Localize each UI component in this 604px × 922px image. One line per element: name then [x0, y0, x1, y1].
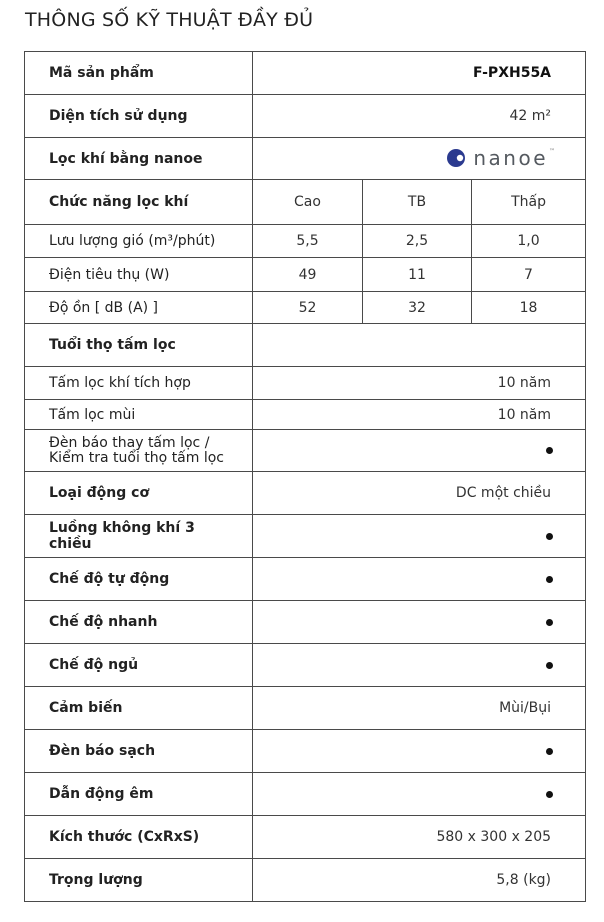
value-dimensions: 580 x 300 x 205 — [253, 816, 586, 859]
col-high: Cao — [253, 180, 363, 225]
label-quiet-drive: Dẫn động êm — [25, 773, 253, 816]
noise-medium: 32 — [363, 292, 472, 324]
label-sensor: Cảm biến — [25, 687, 253, 730]
label-model: Mã sản phẩm — [25, 52, 253, 95]
bullet-icon — [546, 662, 553, 669]
row-filter-indicator — [25, 430, 586, 472]
row-airflow — [25, 225, 586, 258]
value-airflow-3d — [253, 515, 586, 558]
label-filter-indicator-line1: Đèn báo thay tấm lọc / — [49, 434, 210, 451]
row-clean-light — [25, 730, 586, 773]
label-auto-mode: Chế độ tự động — [25, 558, 253, 601]
label-noise: Độ ồn [ dB (A) ] — [25, 292, 253, 324]
label-fast-mode: Chế độ nhanh — [25, 601, 253, 644]
value-model: F-PXH55A — [253, 52, 586, 95]
row-dimensions — [25, 816, 586, 859]
nanoe-dot-icon — [446, 148, 466, 168]
row-lifespan — [25, 324, 586, 367]
value-auto-mode — [253, 558, 586, 601]
noise-high: 52 — [253, 292, 363, 324]
power-high: 49 — [253, 258, 363, 292]
row-weight — [25, 859, 586, 902]
row-quiet-drive — [25, 773, 586, 816]
page-title: THÔNG SỐ KỸ THUẬT ĐẦY ĐỦ — [25, 9, 314, 31]
row-auto-mode — [25, 558, 586, 601]
airflow-low: 1,0 — [472, 225, 586, 258]
label-sleep-mode: Chế độ ngủ — [25, 644, 253, 687]
col-low: Thấp — [472, 180, 586, 225]
noise-low: 18 — [472, 292, 586, 324]
spec-table — [24, 51, 586, 902]
value-quiet-drive — [253, 773, 586, 816]
airflow-high: 5,5 — [253, 225, 363, 258]
bullet-icon — [546, 619, 553, 626]
label-weight: Trọng lượng — [25, 859, 253, 902]
bullet-icon — [546, 447, 553, 454]
label-motor: Loại động cơ — [25, 472, 253, 515]
label-airflow-3d: Luồng không khí 3 chiều — [25, 515, 253, 558]
value-lifespan — [253, 324, 586, 367]
row-fast-mode — [25, 601, 586, 644]
value-filter — [253, 138, 586, 180]
row-filter — [25, 138, 586, 180]
value-integrated-filter: 10 năm — [253, 367, 586, 400]
row-airflow-3d — [25, 515, 586, 558]
label-filter: Lọc khí bằng nanoe — [25, 138, 253, 180]
value-fast-mode — [253, 601, 586, 644]
airflow-medium: 2,5 — [363, 225, 472, 258]
label-area: Diện tích sử dụng — [25, 95, 253, 138]
bullet-icon — [546, 533, 553, 540]
row-function — [25, 180, 586, 225]
value-sleep-mode — [253, 644, 586, 687]
nanoe-logo — [446, 146, 555, 170]
row-sleep-mode — [25, 644, 586, 687]
row-sensor — [25, 687, 586, 730]
value-filter-indicator — [253, 430, 586, 472]
row-noise — [25, 292, 586, 324]
label-dimensions: Kích thước (CxRxS) — [25, 816, 253, 859]
value-clean-light — [253, 730, 586, 773]
bullet-icon — [546, 576, 553, 583]
label-odor-filter: Tấm lọc mùi — [25, 400, 253, 430]
value-motor: DC một chiều — [253, 472, 586, 515]
value-area: 42 m² — [253, 95, 586, 138]
label-integrated-filter: Tấm lọc khí tích hợp — [25, 367, 253, 400]
row-model — [25, 52, 586, 95]
row-integrated-filter — [25, 367, 586, 400]
power-medium: 11 — [363, 258, 472, 292]
label-airflow: Lưu lượng gió (m³/phút) — [25, 225, 253, 258]
nanoe-tm: ™ — [549, 148, 556, 155]
label-filter-indicator — [25, 430, 253, 472]
bullet-icon — [546, 748, 553, 755]
bullet-icon — [546, 791, 553, 798]
value-sensor: Mùi/Bụi — [253, 687, 586, 730]
power-low: 7 — [472, 258, 586, 292]
nanoe-logo-text: nanoe — [473, 145, 549, 170]
value-weight: 5,8 (kg) — [253, 859, 586, 902]
row-odor-filter — [25, 400, 586, 430]
row-power — [25, 258, 586, 292]
label-clean-light: Đèn báo sạch — [25, 730, 253, 773]
label-power: Điện tiêu thụ (W) — [25, 258, 253, 292]
label-lifespan: Tuổi thọ tấm lọc — [25, 324, 253, 367]
col-medium: TB — [363, 180, 472, 225]
value-odor-filter: 10 năm — [253, 400, 586, 430]
label-filter-indicator-line2: Kiểm tra tuổi thọ tấm lọc — [49, 449, 224, 466]
row-area — [25, 95, 586, 138]
label-function: Chức năng lọc khí — [25, 180, 253, 225]
row-motor — [25, 472, 586, 515]
